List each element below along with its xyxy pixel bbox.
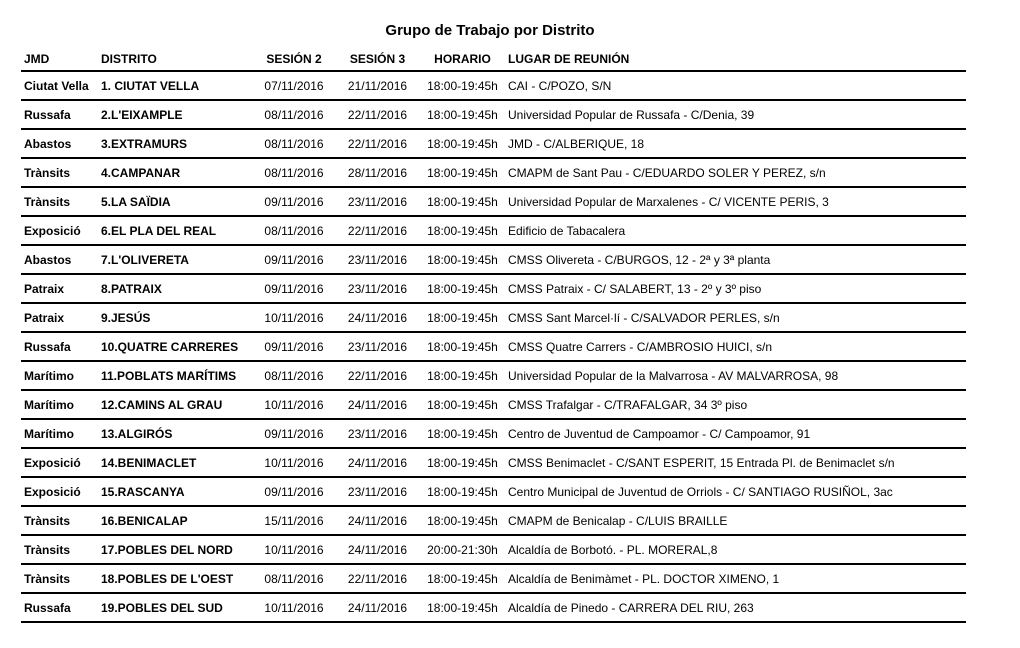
cell-sesion2: 07/11/2016	[253, 71, 335, 100]
cell-lugar: CMSS Sant Marcel·lí - C/SALVADOR PERLES, s/n	[505, 303, 966, 332]
cell-sesion2: 09/11/2016	[253, 245, 335, 274]
table-row	[21, 303, 966, 332]
cell-sesion2: 09/11/2016	[253, 419, 335, 448]
cell-distrito: 7.L'OLIVERETA	[98, 245, 253, 274]
cell-distrito: 9.JESÚS	[98, 303, 253, 332]
table-row	[21, 158, 966, 187]
cell-sesion2: 10/11/2016	[253, 593, 335, 622]
table-row	[21, 477, 966, 506]
cell-distrito: 4.CAMPANAR	[98, 158, 253, 187]
cell-horario: 18:00-19:45h	[420, 477, 505, 506]
cell-sesion2: 10/11/2016	[253, 448, 335, 477]
cell-distrito: 18.POBLES DE L'OEST	[98, 564, 253, 593]
cell-horario: 18:00-19:45h	[420, 187, 505, 216]
cell-horario: 18:00-19:45h	[420, 593, 505, 622]
table-row	[21, 564, 966, 593]
cell-distrito: 11.POBLATS MARÍTIMS	[98, 361, 253, 390]
table-row	[21, 419, 966, 448]
cell-lugar: CMAPM de Sant Pau - C/EDUARDO SOLER Y PEREZ, s/n	[505, 158, 966, 187]
table-row	[21, 332, 966, 361]
cell-sesion3: 24/11/2016	[335, 303, 420, 332]
cell-jmd: Ciutat Vella	[21, 71, 98, 100]
cell-horario: 18:00-19:45h	[420, 245, 505, 274]
cell-lugar: Universidad Popular de Marxalenes - C/ VICENTE PERIS, 3	[505, 187, 966, 216]
cell-lugar: CMSS Quatre Carrers - C/AMBROSIO HUICI, s/n	[505, 332, 966, 361]
cell-horario: 18:00-19:45h	[420, 419, 505, 448]
cell-jmd: Russafa	[21, 593, 98, 622]
cell-sesion3: 23/11/2016	[335, 332, 420, 361]
cell-jmd: Patraix	[21, 274, 98, 303]
cell-lugar: Edificio de Tabacalera	[505, 216, 966, 245]
cell-sesion2: 08/11/2016	[253, 216, 335, 245]
cell-horario: 18:00-19:45h	[420, 129, 505, 158]
cell-sesion3: 23/11/2016	[335, 187, 420, 216]
cell-sesion3: 22/11/2016	[335, 216, 420, 245]
cell-horario: 18:00-19:45h	[420, 100, 505, 129]
cell-jmd: Abastos	[21, 129, 98, 158]
table-row	[21, 71, 966, 100]
table-row	[21, 274, 966, 303]
cell-jmd: Marítimo	[21, 361, 98, 390]
cell-sesion3: 24/11/2016	[335, 506, 420, 535]
cell-sesion3: 22/11/2016	[335, 100, 420, 129]
cell-lugar: Alcaldía de Borbotó. - PL. MORERAL,8	[505, 535, 966, 564]
cell-distrito: 6.EL PLA DEL REAL	[98, 216, 253, 245]
cell-sesion2: 09/11/2016	[253, 187, 335, 216]
cell-sesion3: 28/11/2016	[335, 158, 420, 187]
cell-horario: 18:00-19:45h	[420, 274, 505, 303]
cell-sesion3: 22/11/2016	[335, 564, 420, 593]
cell-lugar: CMSS Olivereta - C/BURGOS, 12 - 2ª y 3ª planta	[505, 245, 966, 274]
cell-lugar: CMSS Benimaclet - C/SANT ESPERIT, 15 Entrada Pl. de Benimaclet s/n	[505, 448, 966, 477]
cell-horario: 18:00-19:45h	[420, 448, 505, 477]
cell-horario: 18:00-19:45h	[420, 361, 505, 390]
cell-sesion3: 23/11/2016	[335, 419, 420, 448]
cell-sesion2: 10/11/2016	[253, 303, 335, 332]
table-row	[21, 216, 966, 245]
cell-distrito: 5.LA SAÏDIA	[98, 187, 253, 216]
cell-sesion3: 23/11/2016	[335, 245, 420, 274]
cell-sesion2: 08/11/2016	[253, 361, 335, 390]
cell-jmd: Russafa	[21, 100, 98, 129]
table-row	[21, 245, 966, 274]
header-sesion3: SESIÓN 3	[335, 48, 420, 71]
table-row	[21, 535, 966, 564]
cell-lugar: Alcaldía de Pinedo - CARRERA DEL RIU, 263	[505, 593, 966, 622]
cell-sesion2: 09/11/2016	[253, 477, 335, 506]
table-row	[21, 187, 966, 216]
header-lugar: LUGAR DE REUNIÓN	[505, 48, 966, 71]
cell-horario: 18:00-19:45h	[420, 71, 505, 100]
cell-horario: 20:00-21:30h	[420, 535, 505, 564]
cell-lugar: Centro Municipal de Juventud de Orriols - C/ SANTIAGO RUSIÑOL, 3ac	[505, 477, 966, 506]
cell-sesion2: 08/11/2016	[253, 564, 335, 593]
cell-jmd: Trànsits	[21, 535, 98, 564]
table-row	[21, 506, 966, 535]
cell-jmd: Exposició	[21, 477, 98, 506]
cell-horario: 18:00-19:45h	[420, 158, 505, 187]
cell-distrito: 8.PATRAIX	[98, 274, 253, 303]
cell-jmd: Russafa	[21, 332, 98, 361]
cell-sesion3: 24/11/2016	[335, 448, 420, 477]
cell-horario: 18:00-19:45h	[420, 506, 505, 535]
cell-horario: 18:00-19:45h	[420, 564, 505, 593]
cell-lugar: JMD - C/ALBERIQUE, 18	[505, 129, 966, 158]
cell-jmd: Abastos	[21, 245, 98, 274]
table-row	[21, 448, 966, 477]
cell-jmd: Patraix	[21, 303, 98, 332]
cell-jmd: Trànsits	[21, 158, 98, 187]
cell-sesion2: 08/11/2016	[253, 100, 335, 129]
cell-sesion2: 09/11/2016	[253, 332, 335, 361]
header-sesion2: SESIÓN 2	[253, 48, 335, 71]
cell-sesion2: 08/11/2016	[253, 129, 335, 158]
cell-lugar: CMAPM de Benicalap - C/LUIS BRAILLE	[505, 506, 966, 535]
cell-horario: 18:00-19:45h	[420, 332, 505, 361]
cell-distrito: 17.POBLES DEL NORD	[98, 535, 253, 564]
cell-sesion3: 22/11/2016	[335, 129, 420, 158]
cell-lugar: Centro de Juventud de Campoamor - C/ Campoamor, 91	[505, 419, 966, 448]
table-row	[21, 129, 966, 158]
header-distrito: DISTRITO	[98, 48, 253, 71]
table-row	[21, 100, 966, 129]
cell-distrito: 12.CAMINS AL GRAU	[98, 390, 253, 419]
cell-horario: 18:00-19:45h	[420, 303, 505, 332]
cell-distrito: 10.QUATRE CARRERES	[98, 332, 253, 361]
table-row	[21, 361, 966, 390]
cell-horario: 18:00-19:45h	[420, 216, 505, 245]
cell-distrito: 14.BENIMACLET	[98, 448, 253, 477]
cell-lugar: CAI - C/POZO, S/N	[505, 71, 966, 100]
header-jmd: JMD	[21, 48, 98, 71]
cell-sesion3: 24/11/2016	[335, 390, 420, 419]
page-title: Grupo de Trabajo por Distrito	[385, 22, 595, 39]
cell-jmd: Exposició	[21, 448, 98, 477]
cell-sesion2: 09/11/2016	[253, 274, 335, 303]
cell-jmd: Trànsits	[21, 564, 98, 593]
cell-horario: 18:00-19:45h	[420, 390, 505, 419]
cell-sesion2: 10/11/2016	[253, 535, 335, 564]
cell-sesion3: 24/11/2016	[335, 535, 420, 564]
cell-jmd: Trànsits	[21, 187, 98, 216]
header-horario: HORARIO	[420, 48, 505, 71]
cell-sesion2: 10/11/2016	[253, 390, 335, 419]
cell-sesion3: 23/11/2016	[335, 274, 420, 303]
cell-distrito: 15.RASCANYA	[98, 477, 253, 506]
cell-distrito: 19.POBLES DEL SUD	[98, 593, 253, 622]
cell-distrito: 3.EXTRAMURS	[98, 129, 253, 158]
cell-sesion2: 08/11/2016	[253, 158, 335, 187]
cell-lugar: Universidad Popular de Russafa - C/Denia, 39	[505, 100, 966, 129]
table-row	[21, 390, 966, 419]
cell-jmd: Marítimo	[21, 419, 98, 448]
cell-jmd: Marítimo	[21, 390, 98, 419]
cell-lugar: Alcaldía de Benimàmet - PL. DOCTOR XIMENO, 1	[505, 564, 966, 593]
cell-jmd: Trànsits	[21, 506, 98, 535]
cell-sesion3: 21/11/2016	[335, 71, 420, 100]
table-row	[21, 593, 966, 622]
district-schedule-table	[21, 48, 966, 623]
table-header-row	[21, 48, 966, 71]
cell-sesion3: 24/11/2016	[335, 593, 420, 622]
cell-distrito: 2.L'EIXAMPLE	[98, 100, 253, 129]
cell-sesion3: 23/11/2016	[335, 477, 420, 506]
cell-sesion3: 22/11/2016	[335, 361, 420, 390]
cell-distrito: 13.ALGIRÓS	[98, 419, 253, 448]
cell-lugar: Universidad Popular de la Malvarrosa - AV MALVARROSA, 98	[505, 361, 966, 390]
cell-lugar: CMSS Trafalgar - C/TRAFALGAR, 34 3º piso	[505, 390, 966, 419]
cell-jmd: Exposició	[21, 216, 98, 245]
cell-sesion2: 15/11/2016	[253, 506, 335, 535]
cell-lugar: CMSS Patraix - C/ SALABERT, 13 - 2º y 3º piso	[505, 274, 966, 303]
cell-distrito: 16.BENICALAP	[98, 506, 253, 535]
cell-distrito: 1. CIUTAT VELLA	[98, 71, 253, 100]
